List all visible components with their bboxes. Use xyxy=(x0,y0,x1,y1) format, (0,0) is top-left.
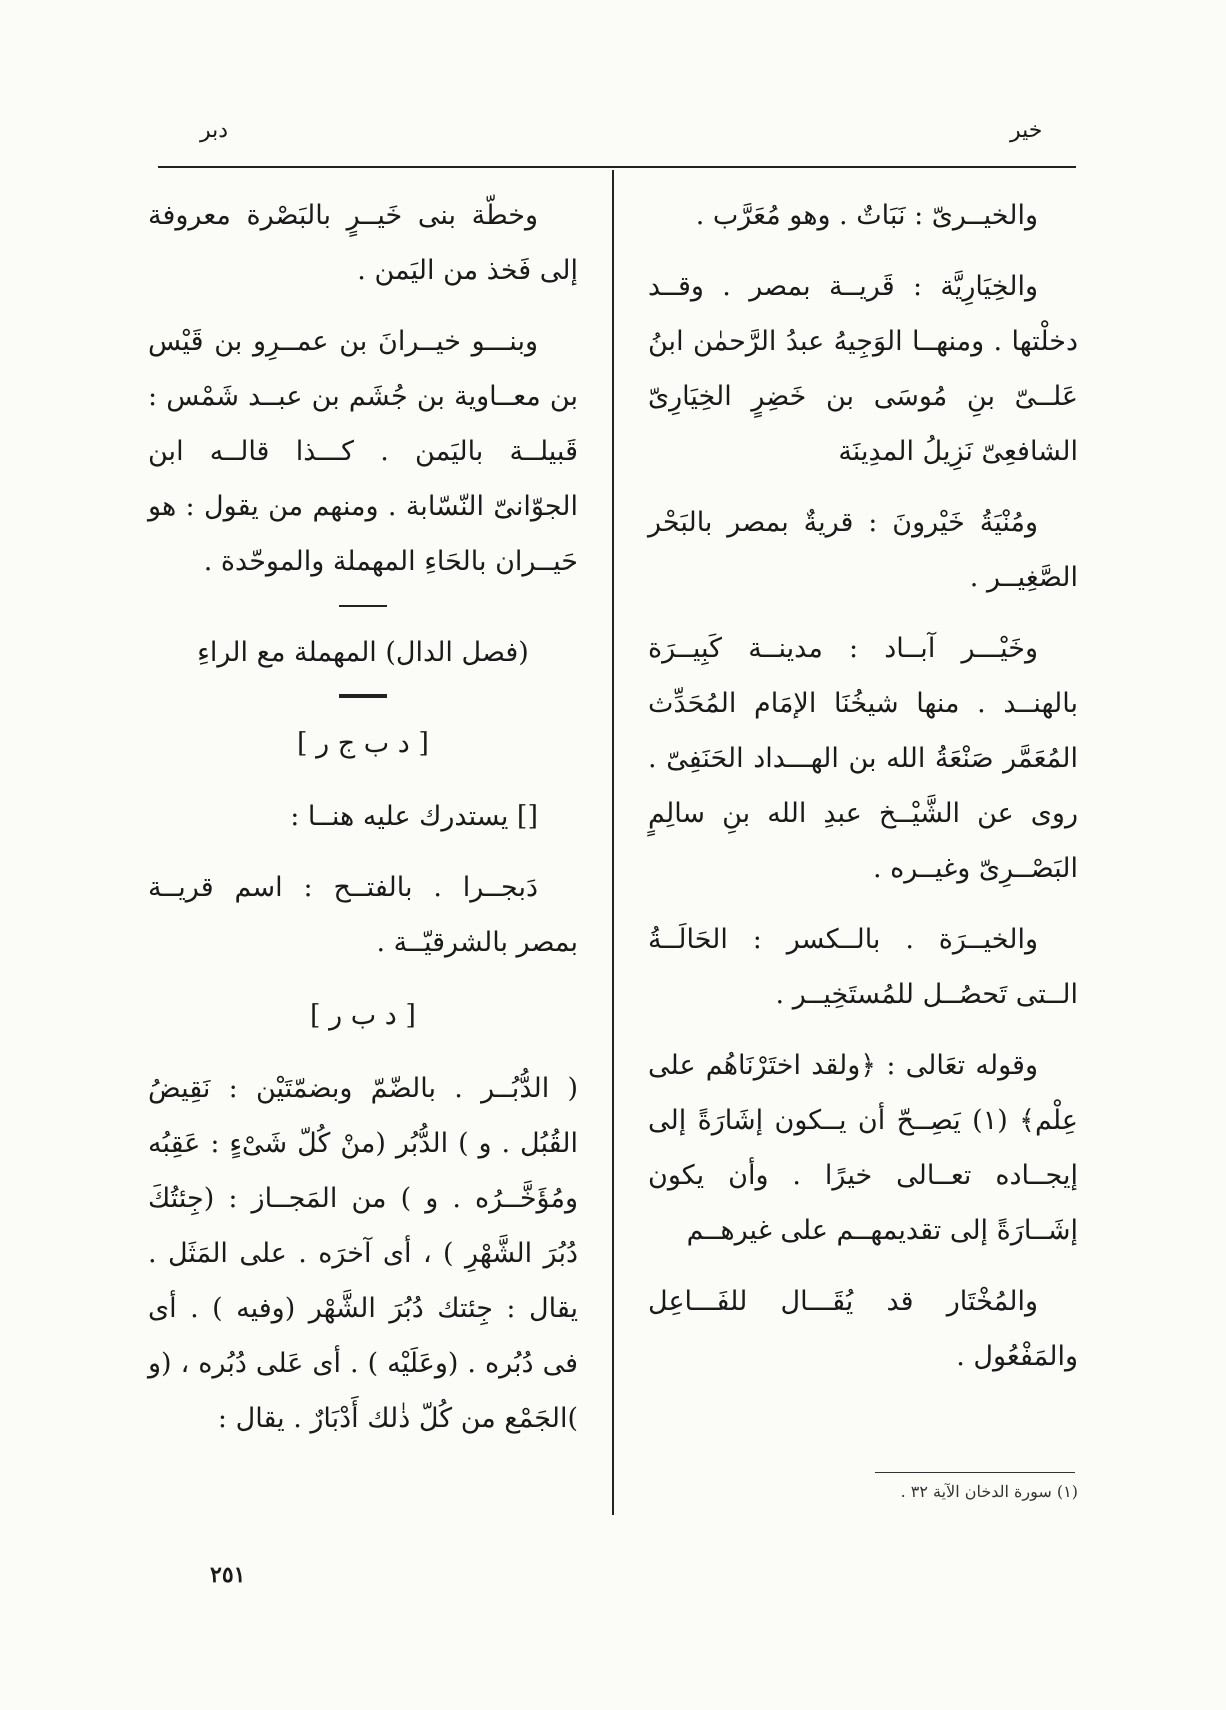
entry-khayrabad: وخَيْـــر آبــاد : مدينــة كَبِيــرَة بالهنــد . منها شيخُنَا الإمَام المُحَدِّث المُعَمَّر صَنْعَةُ الله بن الهـــداد الحَنَفِىّ . روى عن الشَّيْــخ عبدِ الله بنِ سالِمٍ البَصْــرِىّ وغيــره . xyxy=(648,633,1078,884)
running-header-right: خير xyxy=(1010,118,1043,143)
entry-mukhtar: والمُخْتَار قد يُقَـــال للفَـــاعِل والمَفْعُول . xyxy=(648,1286,1078,1372)
page-number: ٢٥١ xyxy=(210,1562,246,1588)
entry-khittat-bani-khayr: وخطّة بنى خَيــرٍ بالبَصْرة معروفة إلى فَخذ من اليَمن . xyxy=(148,200,578,286)
entry-khayri: والخيــرىّ : نَبَاتٌ . وهو مُعَرَّب . xyxy=(695,200,1038,231)
right-column xyxy=(648,188,1078,1400)
header-rule xyxy=(158,166,1076,168)
root-heading-dbr: [ د ب ر ] xyxy=(310,1000,416,1031)
entry-munyat-khayrun: ومُنْيَةُ خَيْرونَ : قريةٌ بمصر بالبَحْر الصَّغِيــر . xyxy=(648,507,1078,593)
entry-quran-verse: وقوله تعَالى : ﴿ولقد اختَرْنَاهُم على عِلْم﴾ (١) يَصِــحّ أن يــكون إشَارَةً إلى إيجــاده تعــالى خيرًا . وأن يكون إشَــارَةً إلى تقديمهــم على غيرهــم xyxy=(648,1050,1078,1246)
section-heading: (فصل الدال) المهملة مع الراءِ xyxy=(197,637,529,668)
entry-dubur: ( الدُّبُــر . بالضّمّ وبضمّتَيْن : نَقِيضُ القُبُل . و ) الدُّبُر (منْ كُلّ شَىْءٍ : عَقِبُه ومُؤَخَّــرُه . و ) من المَجــاز : (جِئتُكَ دُبُرَ الشَّهْرِ ) ، أى آخرَه . على المَثَل . يقال : جِئتك دُبُرَ الشَّهْر (وفيه ) . أى فى دُبُره . (وعَلَيْه ) . أى عَلى دُبُره ، (و )الجَمْع من كُلّ ذٰلك أَدْبَارٌ . يقال : xyxy=(148,1073,578,1434)
section-heading-rule xyxy=(339,694,387,698)
footnote-rule xyxy=(875,1472,1075,1473)
running-header-left: دبر xyxy=(200,118,229,143)
section-rule xyxy=(339,605,387,607)
left-column xyxy=(148,188,578,1462)
entry-banu-khayran: وبنـــو خيــرانَ بن عمــرِو بن قَيْس بن معــاوية بن جُشَم بن عبــد شَمْس : قَبيلــة باليَمن . كـــذا قالــه ابن الجوّانىّ النّسّابة . ومنهم من يقول : هو حَيــران بالحَاءِ المهملة والموحّدة . xyxy=(148,326,578,577)
entry-khiyariyya: والخِيَارِيَّة : قَريــة بمصر . وقــد دخلْتها . ومنهــا الوَجِيهُ عبدُ الرَّحمٰن ابنُ عَلــىّ بنِ مُوسَى بن خَضِرٍ الخِيَارِىّ الشافعِىّ نَزِيلُ المدِينَة xyxy=(648,271,1078,467)
entry-dabjar: دَبجــرا . بالفتــح : اسم قريــة بمصر بالشرقيّــة . xyxy=(148,872,578,958)
column-divider xyxy=(612,170,614,1515)
root-dbjr-note: [] يستدرك عليه هنــا : xyxy=(290,801,538,832)
entry-khira: والخيــرَة . بالــكسر : الحَالَــةُ الــتى تَحصُــل للمُستَخِيــر . xyxy=(648,924,1078,1010)
footnote: (١) سورة الدخان الآية ٣٢ . xyxy=(900,1482,1078,1501)
root-heading-dbjr: [ د ب ج ر ] xyxy=(297,728,429,759)
